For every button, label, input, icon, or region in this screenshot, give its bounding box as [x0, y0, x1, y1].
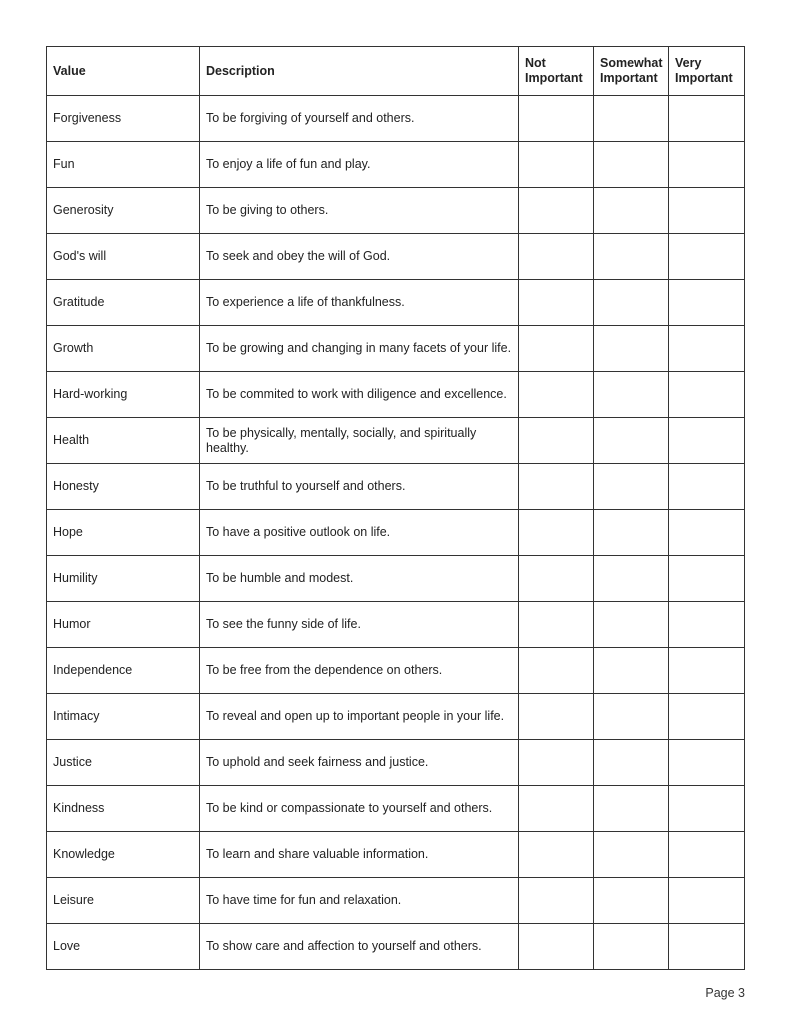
- rating-cell-somewhat-important[interactable]: [594, 326, 669, 372]
- header-value: Value: [47, 47, 200, 96]
- table-row: [47, 924, 745, 970]
- rating-cell-very-important[interactable]: [669, 234, 745, 280]
- value-cell: Humility: [47, 556, 200, 602]
- description-cell: To be growing and changing in many facets of your life.: [200, 326, 519, 372]
- rating-cell-somewhat-important[interactable]: [594, 96, 669, 142]
- description-cell: To be truthful to yourself and others.: [200, 464, 519, 510]
- rating-cell-not-important[interactable]: [519, 556, 594, 602]
- rating-cell-not-important[interactable]: [519, 280, 594, 326]
- value-cell: Hard-working: [47, 372, 200, 418]
- description-cell: To be kind or compassionate to yourself and others.: [200, 786, 519, 832]
- description-cell: To enjoy a life of fun and play.: [200, 142, 519, 188]
- rating-cell-very-important[interactable]: [669, 372, 745, 418]
- description-cell: To seek and obey the will of God.: [200, 234, 519, 280]
- table-row: [47, 96, 745, 142]
- table-row: [47, 832, 745, 878]
- table-row: [47, 142, 745, 188]
- value-cell: Hope: [47, 510, 200, 556]
- table-row: [47, 740, 745, 786]
- rating-cell-somewhat-important[interactable]: [594, 556, 669, 602]
- table-row: [47, 602, 745, 648]
- rating-cell-not-important[interactable]: [519, 878, 594, 924]
- value-cell: Knowledge: [47, 832, 200, 878]
- table-row: [47, 694, 745, 740]
- description-cell: To be physically, mentally, socially, and spiritually healthy.: [200, 418, 519, 464]
- value-cell: Fun: [47, 142, 200, 188]
- rating-cell-somewhat-important[interactable]: [594, 464, 669, 510]
- table-row: [47, 418, 745, 464]
- page-number: Page 3: [705, 986, 745, 1000]
- value-cell: Kindness: [47, 786, 200, 832]
- rating-cell-very-important[interactable]: [669, 280, 745, 326]
- description-cell: To have a positive outlook on life.: [200, 510, 519, 556]
- rating-cell-not-important[interactable]: [519, 832, 594, 878]
- table-row: [47, 556, 745, 602]
- value-cell: Forgiveness: [47, 96, 200, 142]
- rating-cell-very-important[interactable]: [669, 694, 745, 740]
- rating-cell-somewhat-important[interactable]: [594, 510, 669, 556]
- description-cell: To show care and affection to yourself and others.: [200, 924, 519, 970]
- header-very-important: Very Important: [669, 47, 745, 96]
- table-row: [47, 464, 745, 510]
- rating-cell-not-important[interactable]: [519, 648, 594, 694]
- description-cell: To be humble and modest.: [200, 556, 519, 602]
- table-row: [47, 326, 745, 372]
- description-cell: To reveal and open up to important people in your life.: [200, 694, 519, 740]
- rating-cell-very-important[interactable]: [669, 510, 745, 556]
- rating-cell-somewhat-important[interactable]: [594, 234, 669, 280]
- description-cell: To see the funny side of life.: [200, 602, 519, 648]
- rating-cell-somewhat-important[interactable]: [594, 648, 669, 694]
- rating-cell-somewhat-important[interactable]: [594, 280, 669, 326]
- value-cell: Honesty: [47, 464, 200, 510]
- description-cell: To be giving to others.: [200, 188, 519, 234]
- table-row: [47, 648, 745, 694]
- header-not-important: Not Important: [519, 47, 594, 96]
- rating-cell-not-important[interactable]: [519, 602, 594, 648]
- rating-cell-somewhat-important[interactable]: [594, 878, 669, 924]
- rating-cell-very-important[interactable]: [669, 142, 745, 188]
- table-row: [47, 188, 745, 234]
- rating-cell-very-important[interactable]: [669, 924, 745, 970]
- rating-cell-somewhat-important[interactable]: [594, 924, 669, 970]
- rating-cell-not-important[interactable]: [519, 326, 594, 372]
- header-row: [47, 47, 745, 96]
- value-cell: Growth: [47, 326, 200, 372]
- rating-cell-somewhat-important[interactable]: [594, 694, 669, 740]
- rating-cell-somewhat-important[interactable]: [594, 142, 669, 188]
- header-somewhat-important: Somewhat Important: [594, 47, 669, 96]
- rating-cell-not-important[interactable]: [519, 142, 594, 188]
- rating-cell-very-important[interactable]: [669, 418, 745, 464]
- rating-cell-very-important[interactable]: [669, 556, 745, 602]
- rating-cell-not-important[interactable]: [519, 418, 594, 464]
- value-cell: Independence: [47, 648, 200, 694]
- rating-cell-very-important[interactable]: [669, 464, 745, 510]
- rating-cell-not-important[interactable]: [519, 924, 594, 970]
- rating-cell-very-important[interactable]: [669, 188, 745, 234]
- rating-cell-very-important[interactable]: [669, 832, 745, 878]
- rating-cell-not-important[interactable]: [519, 372, 594, 418]
- description-cell: To be commited to work with diligence and excellence.: [200, 372, 519, 418]
- table-row: [47, 878, 745, 924]
- description-cell: To experience a life of thankfulness.: [200, 280, 519, 326]
- rating-cell-very-important[interactable]: [669, 96, 745, 142]
- values-table: [46, 46, 745, 970]
- rating-cell-not-important[interactable]: [519, 464, 594, 510]
- table-row: [47, 280, 745, 326]
- rating-cell-not-important[interactable]: [519, 188, 594, 234]
- rating-cell-somewhat-important[interactable]: [594, 418, 669, 464]
- rating-cell-very-important[interactable]: [669, 326, 745, 372]
- value-cell: Gratitude: [47, 280, 200, 326]
- value-cell: Intimacy: [47, 694, 200, 740]
- value-cell: Humor: [47, 602, 200, 648]
- rating-cell-somewhat-important[interactable]: [594, 832, 669, 878]
- rating-cell-not-important[interactable]: [519, 786, 594, 832]
- value-cell: Generosity: [47, 188, 200, 234]
- rating-cell-not-important[interactable]: [519, 234, 594, 280]
- rating-cell-very-important[interactable]: [669, 878, 745, 924]
- rating-cell-very-important[interactable]: [669, 740, 745, 786]
- rating-cell-not-important[interactable]: [519, 694, 594, 740]
- description-cell: To learn and share valuable information.: [200, 832, 519, 878]
- description-cell: To be forgiving of yourself and others.: [200, 96, 519, 142]
- value-cell: Justice: [47, 740, 200, 786]
- value-cell: Love: [47, 924, 200, 970]
- description-cell: To have time for fun and relaxation.: [200, 878, 519, 924]
- rating-cell-somewhat-important[interactable]: [594, 188, 669, 234]
- rating-cell-somewhat-important[interactable]: [594, 372, 669, 418]
- rating-cell-very-important[interactable]: [669, 602, 745, 648]
- rating-cell-somewhat-important[interactable]: [594, 602, 669, 648]
- table-row: [47, 234, 745, 280]
- table-row: [47, 372, 745, 418]
- value-cell: Health: [47, 418, 200, 464]
- description-cell: To be free from the dependence on others.: [200, 648, 519, 694]
- rating-cell-very-important[interactable]: [669, 786, 745, 832]
- header-description: Description: [200, 47, 519, 96]
- value-cell: Leisure: [47, 878, 200, 924]
- value-cell: God's will: [47, 234, 200, 280]
- rating-cell-not-important[interactable]: [519, 740, 594, 786]
- table-row: [47, 786, 745, 832]
- rating-cell-somewhat-important[interactable]: [594, 740, 669, 786]
- rating-cell-somewhat-important[interactable]: [594, 786, 669, 832]
- table-row: [47, 510, 745, 556]
- description-cell: To uphold and seek fairness and justice.: [200, 740, 519, 786]
- rating-cell-not-important[interactable]: [519, 96, 594, 142]
- rating-cell-not-important[interactable]: [519, 510, 594, 556]
- rating-cell-very-important[interactable]: [669, 648, 745, 694]
